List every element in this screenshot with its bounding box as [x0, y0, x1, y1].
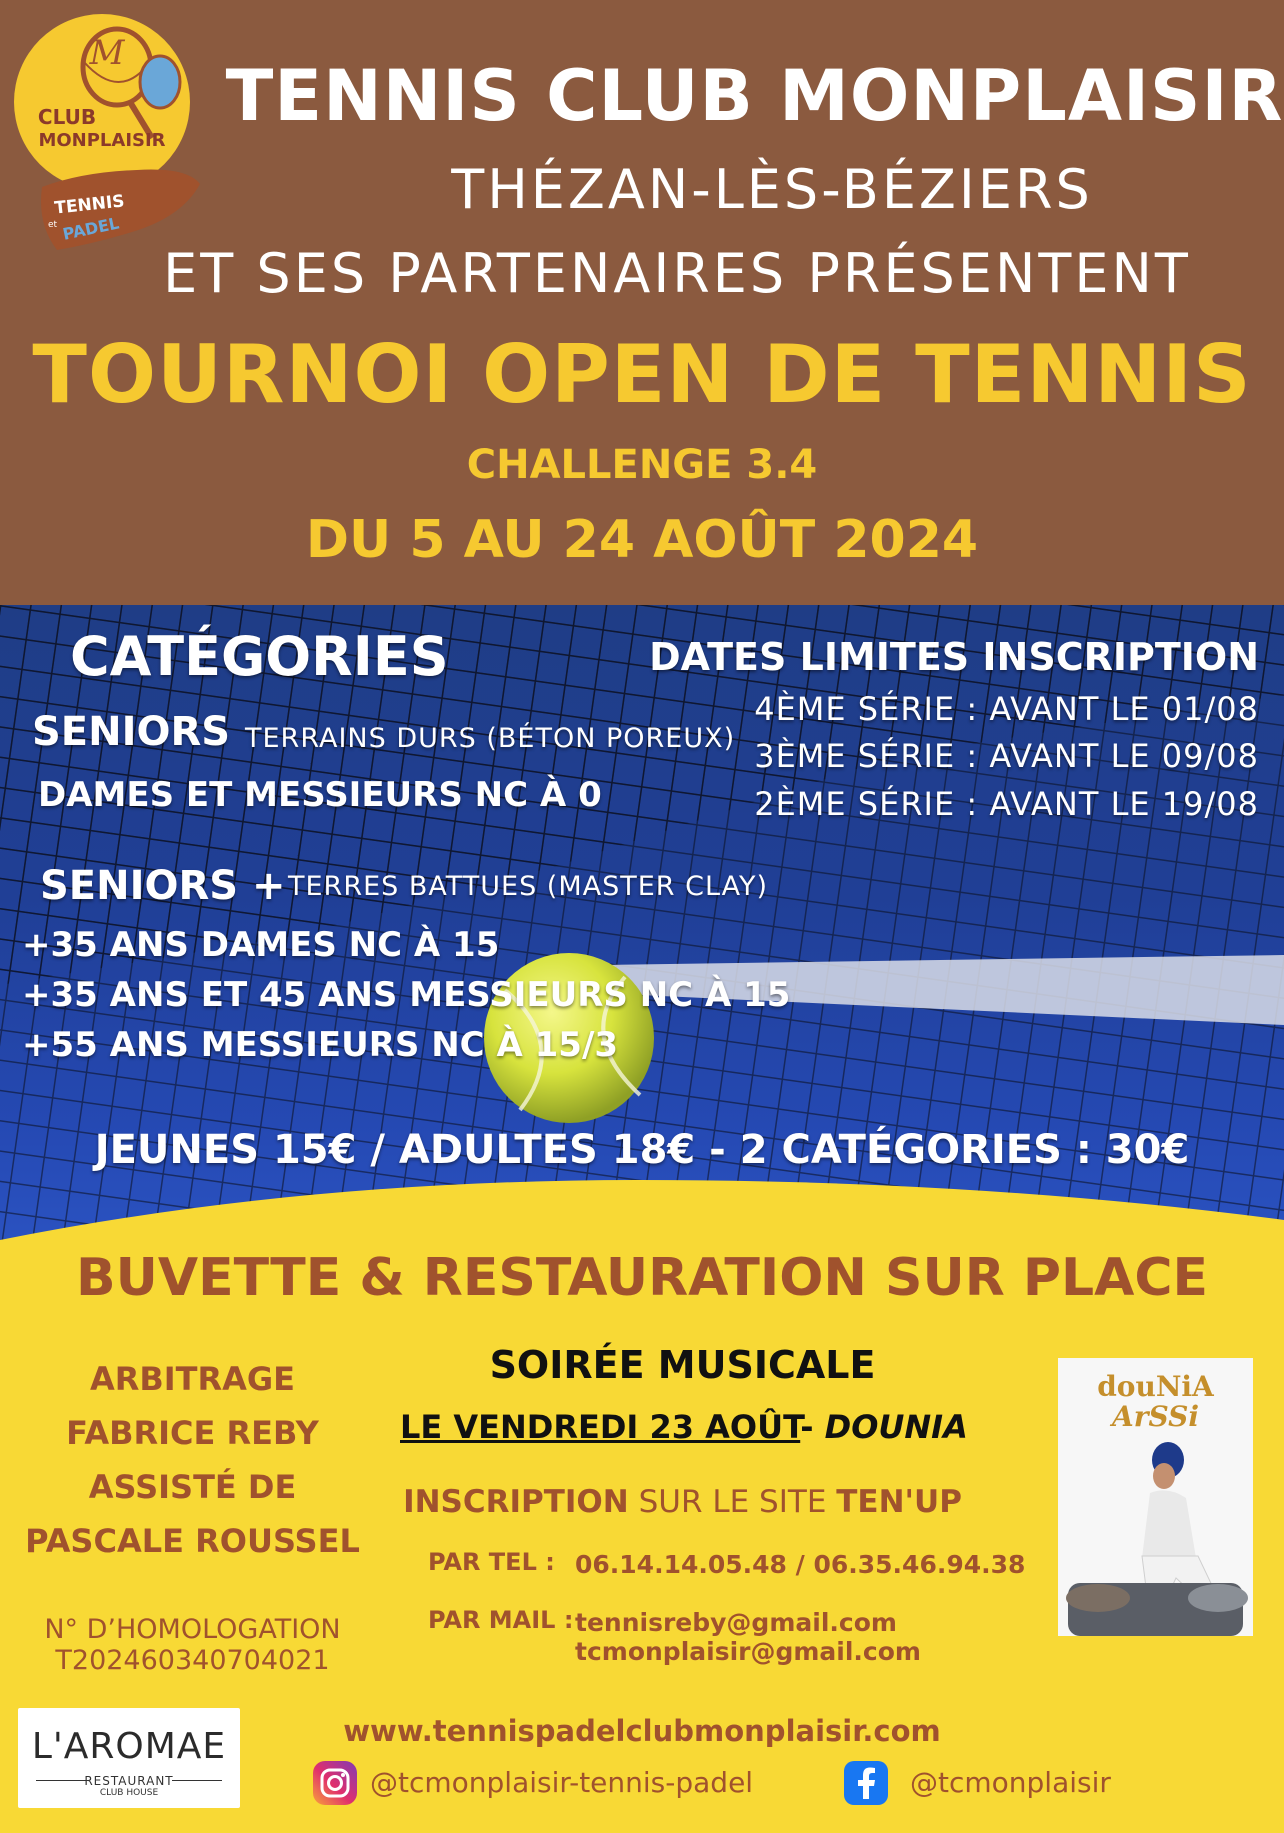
- buvette-banner: BUVETTE & RESTAURATION SUR PLACE: [75, 1248, 1209, 1308]
- homologation-number: T202460340704021: [55, 1645, 330, 1676]
- yellow-wave: [0, 1175, 1284, 1250]
- deadlines-title: DATES LIMITES INSCRIPTION: [649, 635, 1259, 679]
- deadline-item: 2ÈME SÉRIE : AVANT LE 19/08: [754, 785, 1259, 823]
- email-link[interactable]: tennisreby@gmail.com: [575, 1608, 897, 1637]
- soiree-title: SOIRÉE MUSICALE: [489, 1343, 876, 1387]
- aromae-sub2: CLUB HOUSE: [99, 1788, 159, 1798]
- deadline-item: 4ÈME SÉRIE : AVANT LE 01/08: [754, 690, 1259, 728]
- soiree-date: LE VENDREDI 23 AOÛT: [400, 1408, 801, 1446]
- logo-line2: MONPLAISIR: [38, 130, 166, 151]
- instagram-handle[interactable]: @tcmonplaisir-tennis-padel: [370, 1766, 754, 1799]
- arbitrage-line: ARBITRAGE: [89, 1360, 296, 1398]
- seniors-surface: TERRAINS DURS (BÉTON POREUX): [245, 723, 736, 754]
- logo-monogram: M: [89, 33, 125, 73]
- homologation-label: N° D’HOMOLOGATION: [44, 1614, 341, 1645]
- arbitrage-line: PASCALE ROUSSEL: [25, 1522, 360, 1560]
- arbitrage-line: FABRICE REBY: [66, 1414, 319, 1452]
- aromae-sub: RESTAURANT: [84, 1774, 174, 1788]
- album-subtitle: ArSSi: [1112, 1400, 1199, 1433]
- event-dates: DU 5 AU 24 AOÛT 2024: [305, 510, 979, 570]
- logo-badge-et: et: [48, 220, 58, 230]
- inscription-site: TEN'UP: [836, 1484, 962, 1520]
- inscription-middle: SUR LE SITE: [628, 1484, 837, 1520]
- website-link[interactable]: www.tennispadelclubmonplaisir.com: [343, 1714, 941, 1748]
- price-line: JEUNES 15€ / ADULTES 18€ - 2 CATÉGORIES : 30€: [94, 1127, 1190, 1173]
- tel-label: PAR TEL :: [428, 1548, 555, 1576]
- arbitrage-line: ASSISTÉ DE: [88, 1468, 297, 1506]
- seniors-plus-label: SENIORS +: [40, 863, 286, 909]
- inscription-word: INSCRIPTION: [403, 1484, 629, 1520]
- email-link[interactable]: tcmonplaisir@gmail.com: [575, 1637, 921, 1666]
- event-title: TOURNOI OPEN DE TENNIS: [32, 328, 1252, 421]
- seniors-plus-item: +55 ANS MESSIEURS NC À 15/3: [22, 1025, 619, 1065]
- soiree-separator: -: [800, 1408, 825, 1446]
- club-name: TENNIS CLUB MONPLAISIR: [225, 55, 1284, 137]
- soiree-artist: DOUNIA: [824, 1408, 968, 1446]
- logo-line1: CLUB: [37, 105, 97, 129]
- club-logo: [12, 12, 212, 252]
- album-cover: [1058, 1358, 1253, 1636]
- presents-line: ET SES PARTENAIRES PRÉSENTENT: [163, 242, 1191, 305]
- court-photo-section: [0, 605, 1284, 1255]
- logo-badge2: PADEL: [60, 213, 121, 244]
- mail-label: PAR MAIL :: [428, 1606, 574, 1634]
- aromae-logo: [18, 1708, 240, 1808]
- seniors-description: DAMES ET MESSIEURS NC À 0: [38, 775, 602, 815]
- categories-title: CATÉGORIES: [70, 625, 449, 688]
- seniors-plus-item: +35 ANS DAMES NC À 15: [22, 925, 500, 965]
- town-name: THÉZAN-LÈS-BÉZIERS: [451, 158, 1093, 221]
- deadline-item: 3ÈME SÉRIE : AVANT LE 09/08: [754, 737, 1259, 775]
- aromae-name: L'AROMAE: [31, 1726, 227, 1767]
- seniors-plus-surface: TERRES BATTUES (MASTER CLAY): [288, 871, 769, 902]
- album-title: douNiA: [1097, 1370, 1214, 1403]
- seniors-label: SENIORS: [32, 709, 231, 755]
- inscription-line: [400, 1484, 965, 1520]
- instagram-icon[interactable]: [312, 1760, 358, 1806]
- seniors-plus-item: +35 ANS ET 45 ANS MESSIEURS NC À 15: [22, 975, 791, 1015]
- facebook-handle[interactable]: @tcmonplaisir: [910, 1766, 1111, 1799]
- soiree-date-line: [400, 1408, 968, 1446]
- challenge-label: CHALLENGE 3.4: [466, 442, 818, 488]
- tel-value[interactable]: 06.14.14.05.48 / 06.35.46.94.38: [575, 1550, 1026, 1579]
- logo-badge1: TENNIS: [53, 191, 126, 219]
- facebook-icon[interactable]: [843, 1760, 889, 1806]
